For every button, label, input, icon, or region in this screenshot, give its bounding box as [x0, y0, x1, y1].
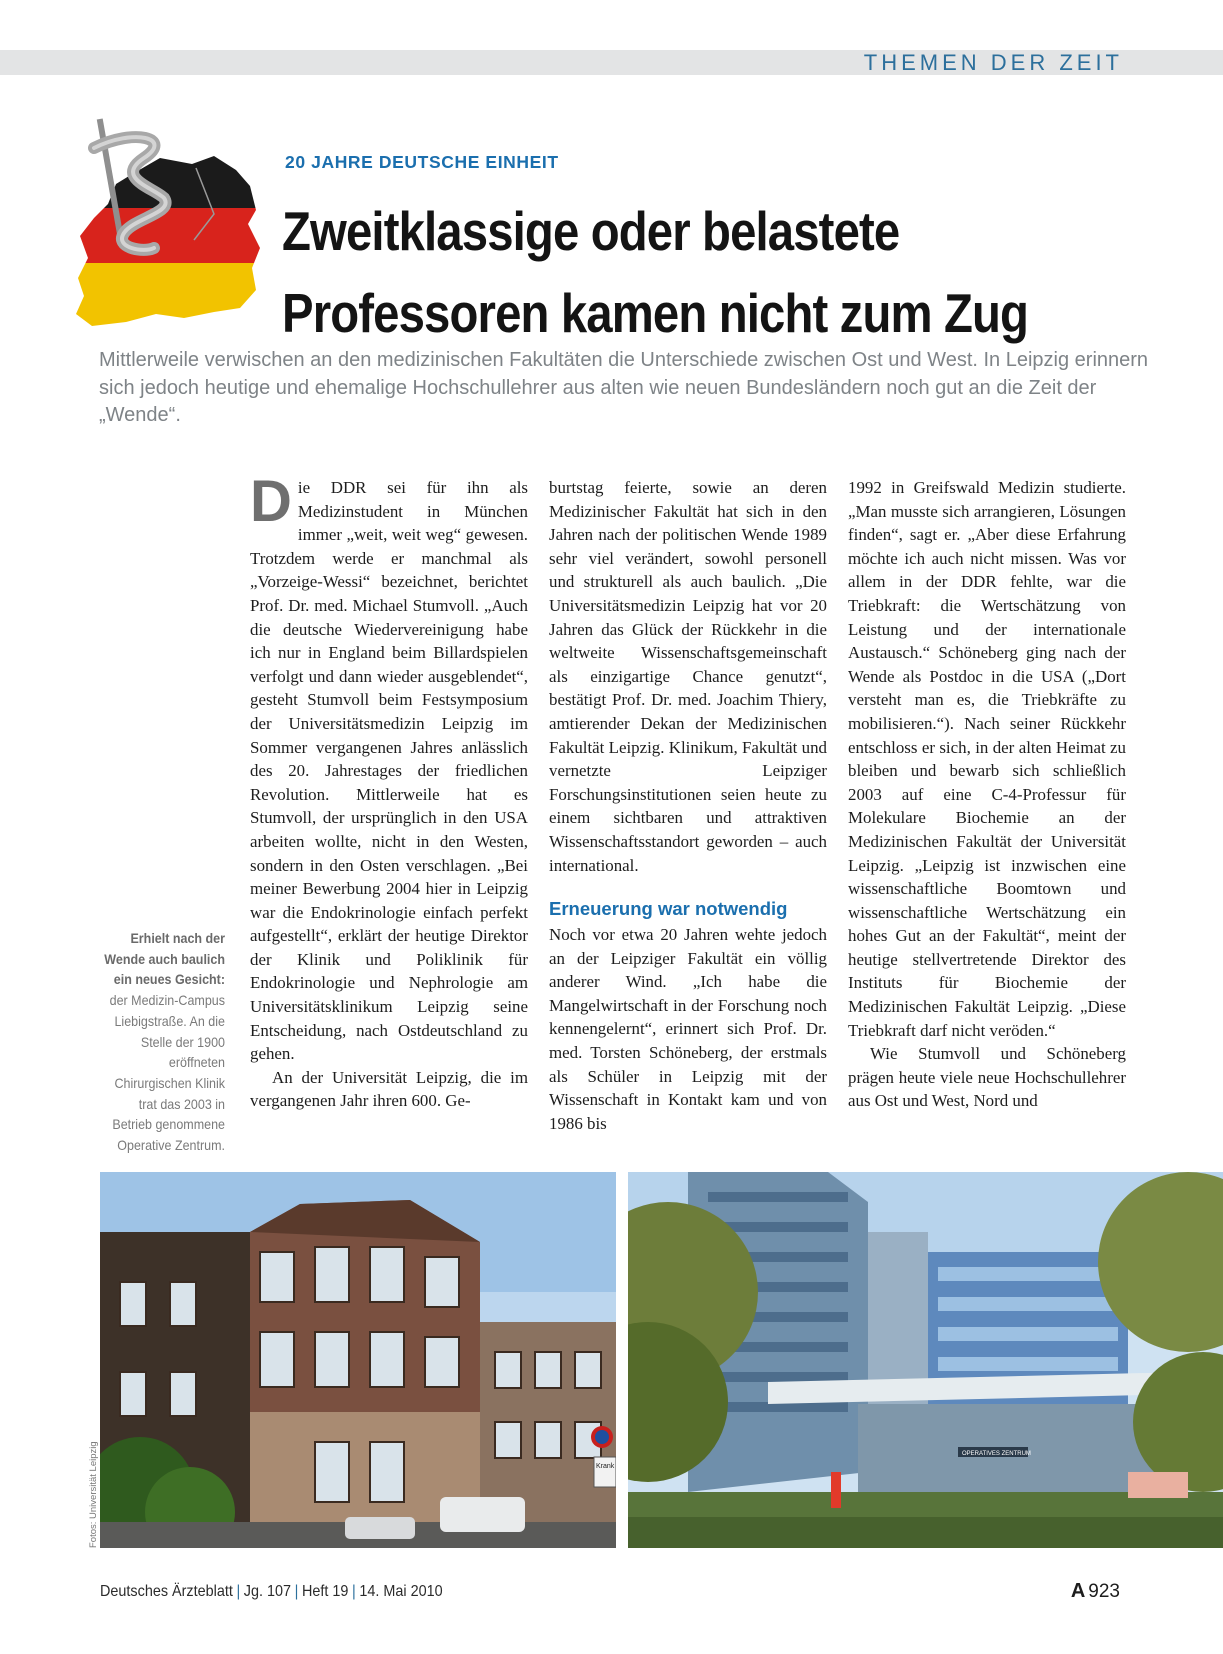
separator: |: [236, 1583, 241, 1600]
caption-text: der Medizin-Campus Liebigstraße. An die Stelle der 1900 eröffneten Chirurgischen Klinik trat das 2003 in Betrieb genommene Operative Zentrum.: [109, 993, 225, 1154]
text-column-2: [549, 476, 827, 1135]
paragraph: 1992 in Greifswald Medizin studierte. „Man musste sich arrangieren, Lösungen finden“, sagt er. „Aber diese Erfahrung möchte ich auch nicht missen. Was vor allem in der DDR fehlte, war die Triebkraft: die Wertschätzung von Leistung und der internationale Austausch.“ Schöneberg ging nach der Wende als Postdoc in die USA („Dort versteht man es, die Triebkräfte zu mobilisieren.“). Nach seiner Rückkehr entschloss er sich, in der alten Heimat zu bleiben und bewarb sich schließlich 2003 auf eine C-4-Professur für Molekulare Biochemie an der Medizinischen Fakultät der Universität Leipzig. „Leipzig ist inzwischen eine wissenschaftliche Boomtown und wissenschaftliche Wertschätzung ein hohes Gut an der Fakultät“, meint der heutige stellvertretende Direktor des Instituts für Biochemie der Medizinischen Fakultät Leipzig. „Diese Triebkraft darf nicht veröden.“: [848, 478, 1126, 1040]
drop-cap: D: [250, 469, 292, 534]
section-title: THEMEN DER ZEIT: [863, 50, 1123, 75]
photo-caption: [99, 929, 225, 1157]
text-column-3: [848, 476, 1126, 1113]
separator: |: [294, 1583, 299, 1600]
paragraph: [250, 469, 528, 1066]
page-number: [1071, 1580, 1120, 1603]
journal-name: Deutsches Ärzteblatt: [100, 1583, 233, 1600]
headline-line-2: Professoren kamen nicht zum Zug: [282, 282, 1029, 344]
paragraph: Wie Stumvoll und Schöneberg prägen heute viele neue Hochschullehrer aus Ost und West, Nord und: [848, 1044, 1126, 1111]
paragraph-text: ie DDR sei für ihn als Medizinstudent in München immer „weit, weit weg“ gewesen. Trotzdem werde er manchmal als „Vorzeige-Wessi“ bezeichnet, berichtet Prof. Dr. med. Michael Stumvoll. „Auch die deutsche Wiedervereinigung habe ich nur in England beim Billardspielen verfolgt und dann wieder ausgeblendet“, gesteht Stumvoll beim Festsymposium der Universitätsmedizin Leipzig im Sommer vergangenen Jahres anlässlich des 20. Jahrestages der friedlichen Revolution. Mittlerweile hat es Stumvoll, der ursprünglich in den USA arbeiten wollte, nicht in den Westen, sondern in den Osten verschlagen. „Bei meiner Bewerbung 2004 hier in Leipzig war die Endokrinologie einfach perfekt aufgestellt“, erklärt der heutige Direktor der Klinik und Poliklinik für Endokrinologie und Nephrologie am Universitätsklinikum Leipzig seine Entscheidung, nach Ostdeutschland zu gehen.: [250, 478, 528, 1064]
photo-old-clinic-building: [100, 1172, 616, 1548]
photo-credit: Fotos: Universität Leipzig: [88, 1441, 99, 1548]
text-column-1: [250, 469, 528, 1113]
article-lead: Mittlerweile verwischen an den medizinischen Fakultäten die Unterschiede zwischen Ost und West. In Leipzig erinnern sich jedoch heutige und ehemalige Hochschullehrer aus alten wie neuen Bundesländern noch gut an die Zeit der „Wende“.: [99, 349, 1149, 426]
section-header-bar: [0, 50, 1223, 75]
journal-issue: Heft 19: [301, 1583, 349, 1600]
paragraph: An der Universität Leipzig, die im vergangenen Jahr ihren 600. Ge-: [250, 1067, 528, 1111]
subheading: Erneuerung war notwendig: [549, 898, 788, 920]
page-footer: [100, 1583, 443, 1601]
photo-operative-center: [628, 1172, 1223, 1548]
germany-caduceus-logo-icon: [64, 118, 284, 338]
headline-line-1: Zweitklassige oder belastete: [282, 200, 900, 262]
photo1-sign-text: Krank: [596, 1463, 615, 1470]
paragraph: burtstag feierte, sowie an deren Medizinischer Fakultät hat sich in den Jahren nach der politischen Wende 1989 sehr viel verändert, sowohl personell und strukturell als auch baulich. „Die Universitätsmedizin Leipzig hat vor 20 Jahren das Glück der Rückkehr in die weltweite Wissenschaftsgemeinschaft als einzigartige Chance genutzt“, bestätigt Prof. Dr. med. Joachim Thiery, amtierender Dekan der Medizinischen Fakultät Leipzig. Klinikum, Fakultät und vernetzte Leipziger Forschungsinstitutionen seien heute zu einem sichtbaren und attraktiven Wissenschaftsstandort geworden – auch international.: [549, 478, 827, 875]
separator: |: [352, 1583, 356, 1600]
photo2-sign-text: OPERATIVES ZENTRUM: [962, 1451, 1031, 1457]
page-number-value: 923: [1088, 1581, 1120, 1602]
issue-date: 14. Mai 2010: [359, 1583, 443, 1600]
article-kicker: 20 JAHRE DEUTSCHE EINHEIT: [285, 152, 559, 172]
paragraph: Noch vor etwa 20 Jahren wehte jedoch an der Leipziger Fakultät ein völlig anderer Wind. „Ich habe die Mangelwirtschaft in der Forschung noch kennengelernt“, erinnert sich Prof. Dr. med. Torsten Schöneberg, der erstmals als Schüler in Leipzig mit der Wissenschaft in Kontakt kam und von 1986 bis: [549, 925, 827, 1133]
page-prefix: A: [1070, 1580, 1086, 1602]
caption-bold: Erhielt nach der Wende auch baulich ein neues Gesicht:: [104, 931, 225, 988]
article-headline: [282, 190, 1056, 354]
journal-volume: Jg. 107: [243, 1583, 292, 1600]
